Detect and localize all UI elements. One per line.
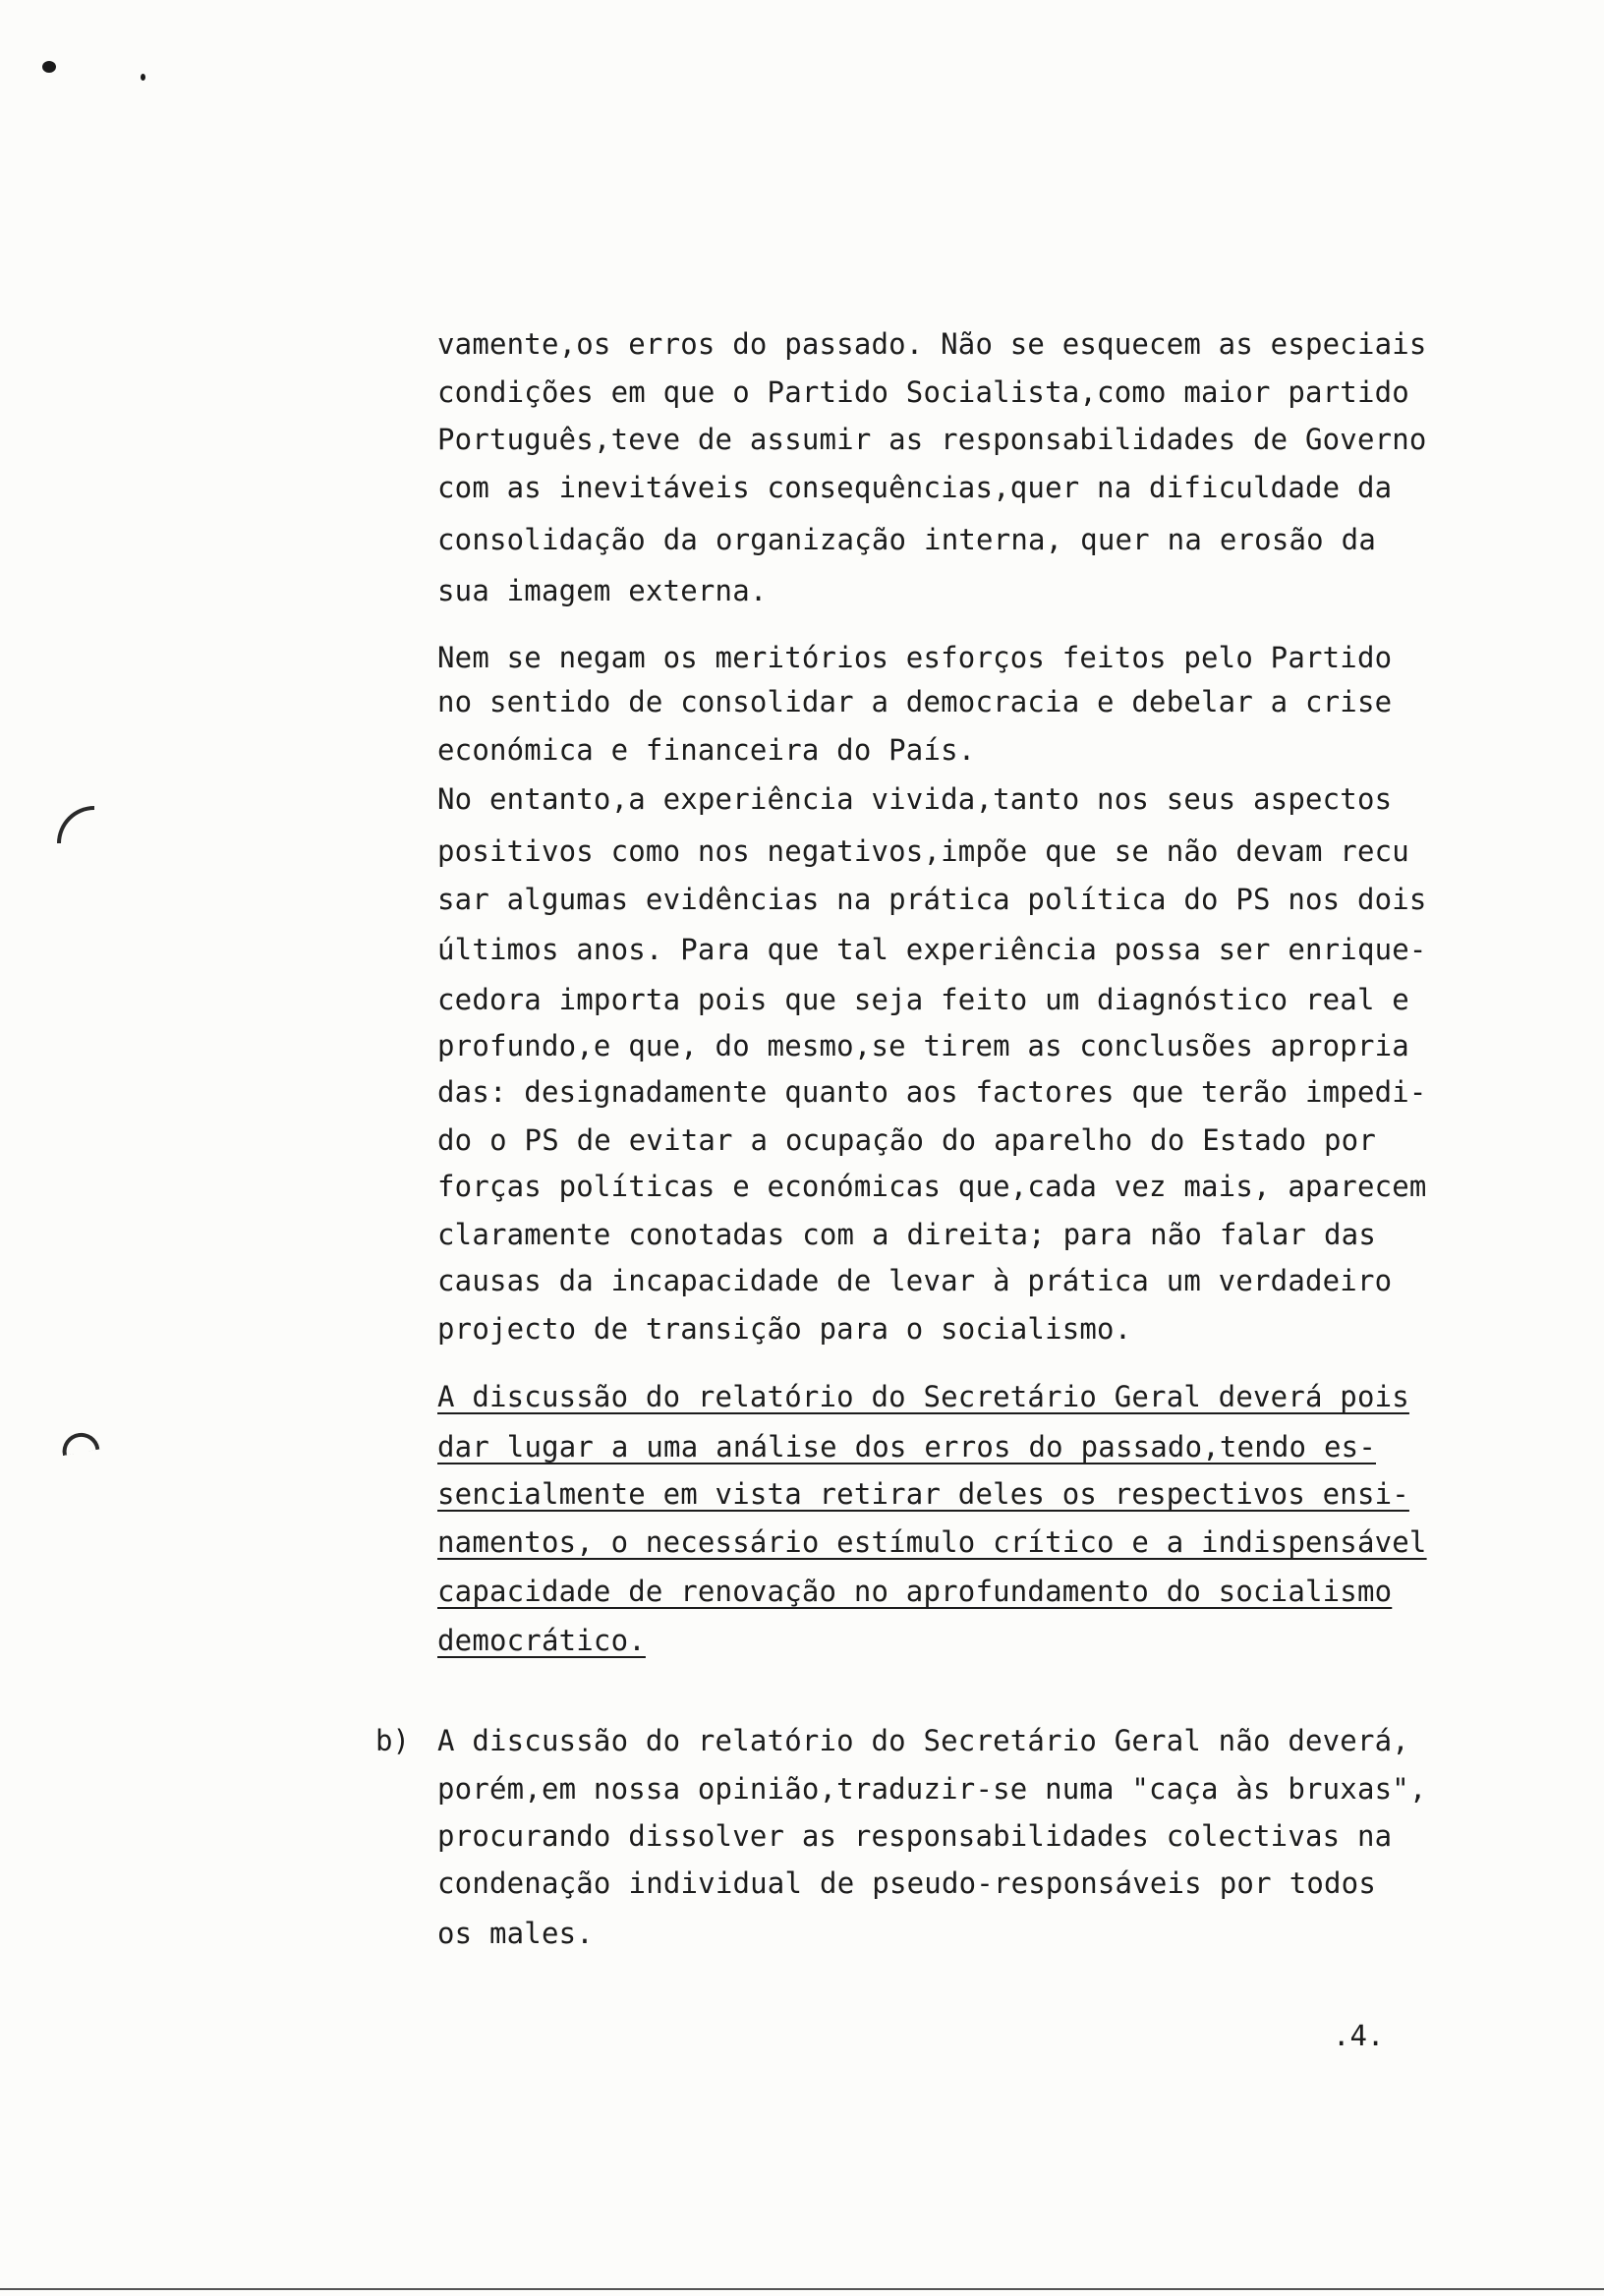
text-line: sua imagem externa.: [437, 574, 768, 607]
punch-hole-mark: [60, 1430, 100, 1456]
punch-hole-mark: [57, 806, 94, 843]
text-line: condições em que o Partido Socialista,como maior partido: [437, 375, 1409, 409]
underlined-text-line: sencialmente em vista retirar deles os respectivos ensi-: [437, 1477, 1409, 1511]
text-line: forças políticas e económicas que,cada vez mais, aparecem: [437, 1170, 1427, 1203]
text-line: positivos como nos negativos,impõe que se não devam recu: [437, 834, 1409, 868]
underlined-text-line: dar lugar a uma análise dos erros do passado,tendo es-: [437, 1430, 1376, 1464]
page-bottom-edge: [0, 2288, 1604, 2290]
text-line: Português,teve de assumir as responsabilidades de Governo: [437, 423, 1427, 456]
page-number: .4.: [1333, 2019, 1385, 2052]
text-line: com as inevitáveis consequências,quer na dificuldade da: [437, 471, 1393, 504]
text-line: económica e financeira do País.: [437, 733, 976, 767]
text-line: Nem se negam os meritórios esforços feitos pelo Partido: [437, 641, 1393, 674]
text-line: consolidação da organização interna, quer na erosão da: [437, 523, 1376, 556]
text-line: últimos anos. Para que tal experiência possa ser enrique-: [437, 933, 1427, 966]
text-line: No entanto,a experiência vivida,tanto nos seus aspectos: [437, 782, 1393, 816]
underlined-text-line: namentos, o necessário estímulo crítico e a indispensável: [437, 1525, 1427, 1559]
text-line: vamente,os erros do passado. Não se esquecem as especiais: [437, 327, 1427, 361]
underlined-text-line: democrático.: [437, 1624, 646, 1657]
list-item-label: b): [375, 1724, 410, 1757]
text-line: das: designadamente quanto aos factores que terão impedi-: [437, 1075, 1427, 1109]
text-line: A discussão do relatório do Secretário Geral não deverá,: [437, 1724, 1409, 1757]
underlined-text-line: capacidade de renovação no aprofundamento do socialismo: [437, 1575, 1393, 1608]
text-line: projecto de transição para o socialismo.: [437, 1312, 1132, 1346]
text-line: procurando dissolver as responsabilidades colectivas na: [437, 1819, 1393, 1853]
text-line: os males.: [437, 1917, 594, 1950]
text-line: cedora importa pois que seja feito um diagnóstico real e: [437, 983, 1409, 1016]
text-line: claramente conotadas com a direita; para não falar das: [437, 1218, 1376, 1251]
speck-mark: [42, 61, 56, 73]
speck-mark: [141, 74, 145, 81]
text-line: no sentido de consolidar a democracia e debelar a crise: [437, 685, 1393, 718]
text-line: profundo,e que, do mesmo,se tirem as conclusões apropria: [437, 1029, 1409, 1062]
text-line: sar algumas evidências na prática política do PS nos dois: [437, 883, 1427, 916]
text-line: porém,em nossa opinião,traduzir-se numa "caça às bruxas",: [437, 1772, 1427, 1806]
text-line: do o PS de evitar a ocupação do aparelho do Estado por: [437, 1123, 1376, 1157]
text-line: condenação individual de pseudo-responsáveis por todos: [437, 1866, 1376, 1900]
underlined-text-line: A discussão do relatório do Secretário Geral deverá pois: [437, 1380, 1409, 1413]
text-line: causas da incapacidade de levar à prática um verdadeiro: [437, 1264, 1393, 1297]
